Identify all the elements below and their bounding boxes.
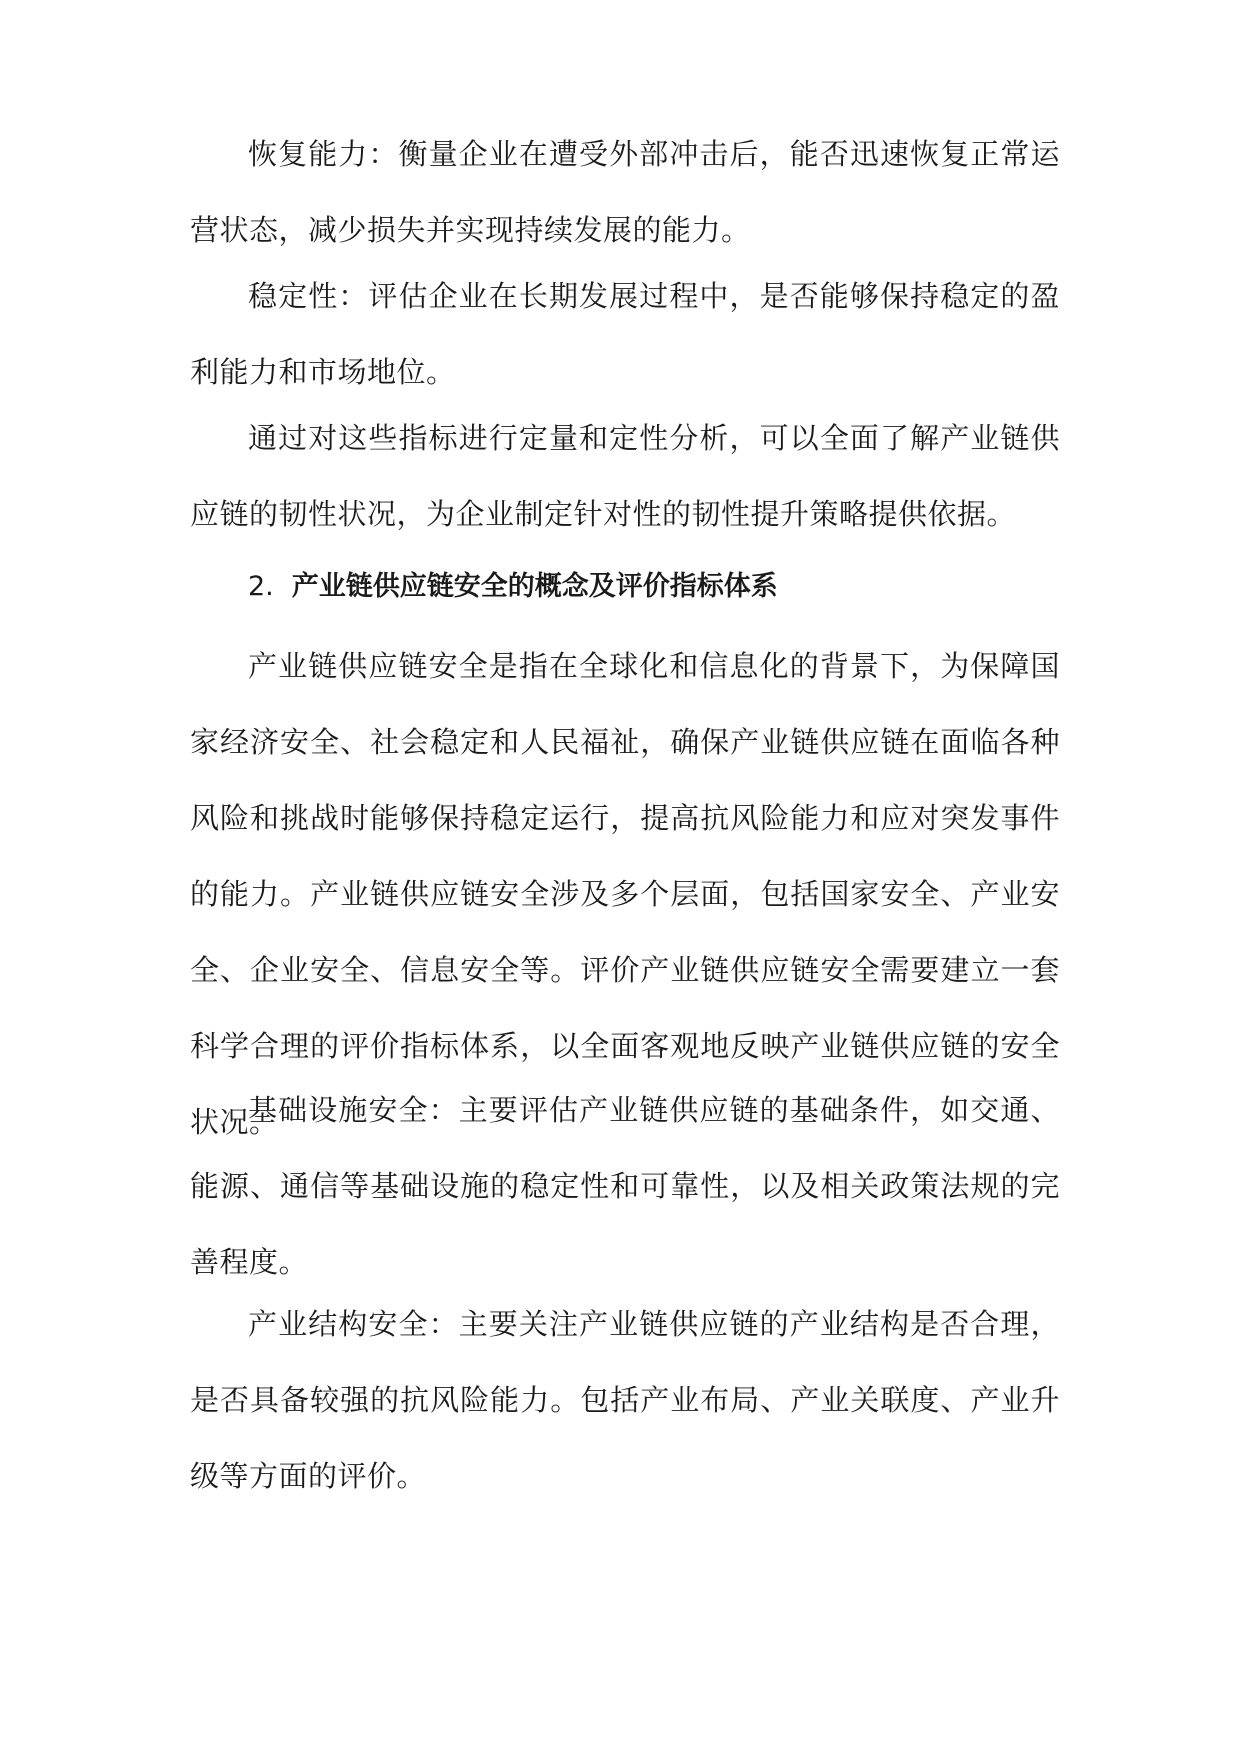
paragraph-industrial-structure-security: 产业结构安全：主要关注产业链供应链的产业结构是否合理，是否具备较强的抗风险能力。包括产业布局、产业关联度、产业升级等方面的评价。 — [190, 1307, 1060, 1493]
paragraph-security-concept: 产业链供应链安全是指在全球化和信息化的背景下，为保障国家经济安全、社会稳定和人民福祉，确保产业链供应链在面临各种风险和挑战时能够保持稳定运行，提高抗风险能力和应对突发事件的能力。产业链供应链安全涉及多个层面，包括国家安全、产业安全、企业安全、信息安全等。评价产业链供应链安全需要建立一套科学合理的评价指标体系，以全面客观地反映产业链供应链的安全状况。 — [190, 649, 1060, 1139]
paragraph-stability: 稳定性：评估企业在长期发展过程中，是否能够保持稳定的盈利能力和市场地位。 — [190, 279, 1060, 389]
section-heading — [248, 567, 1048, 607]
paragraph-recovery-ability: 恢复能力：衡量企业在遭受外部冲击后，能否迅速恢复正常运营状态，减少损失并实现持续发展的能力。 — [190, 137, 1060, 247]
paragraph-infrastructure-security: 基础设施安全：主要评估产业链供应链的基础条件，如交通、能源、通信等基础设施的稳定性和可靠性，以及相关政策法规的完善程度。 — [190, 1093, 1060, 1279]
section-number: 2. — [248, 571, 274, 602]
section-title: 产业链供应链安全的概念及评价指标体系 — [291, 571, 778, 602]
paragraph-analysis-summary: 通过对这些指标进行定量和定性分析，可以全面了解产业链供应链的韧性状况，为企业制定针对性的韧性提升策略提供依据。 — [190, 421, 1060, 531]
